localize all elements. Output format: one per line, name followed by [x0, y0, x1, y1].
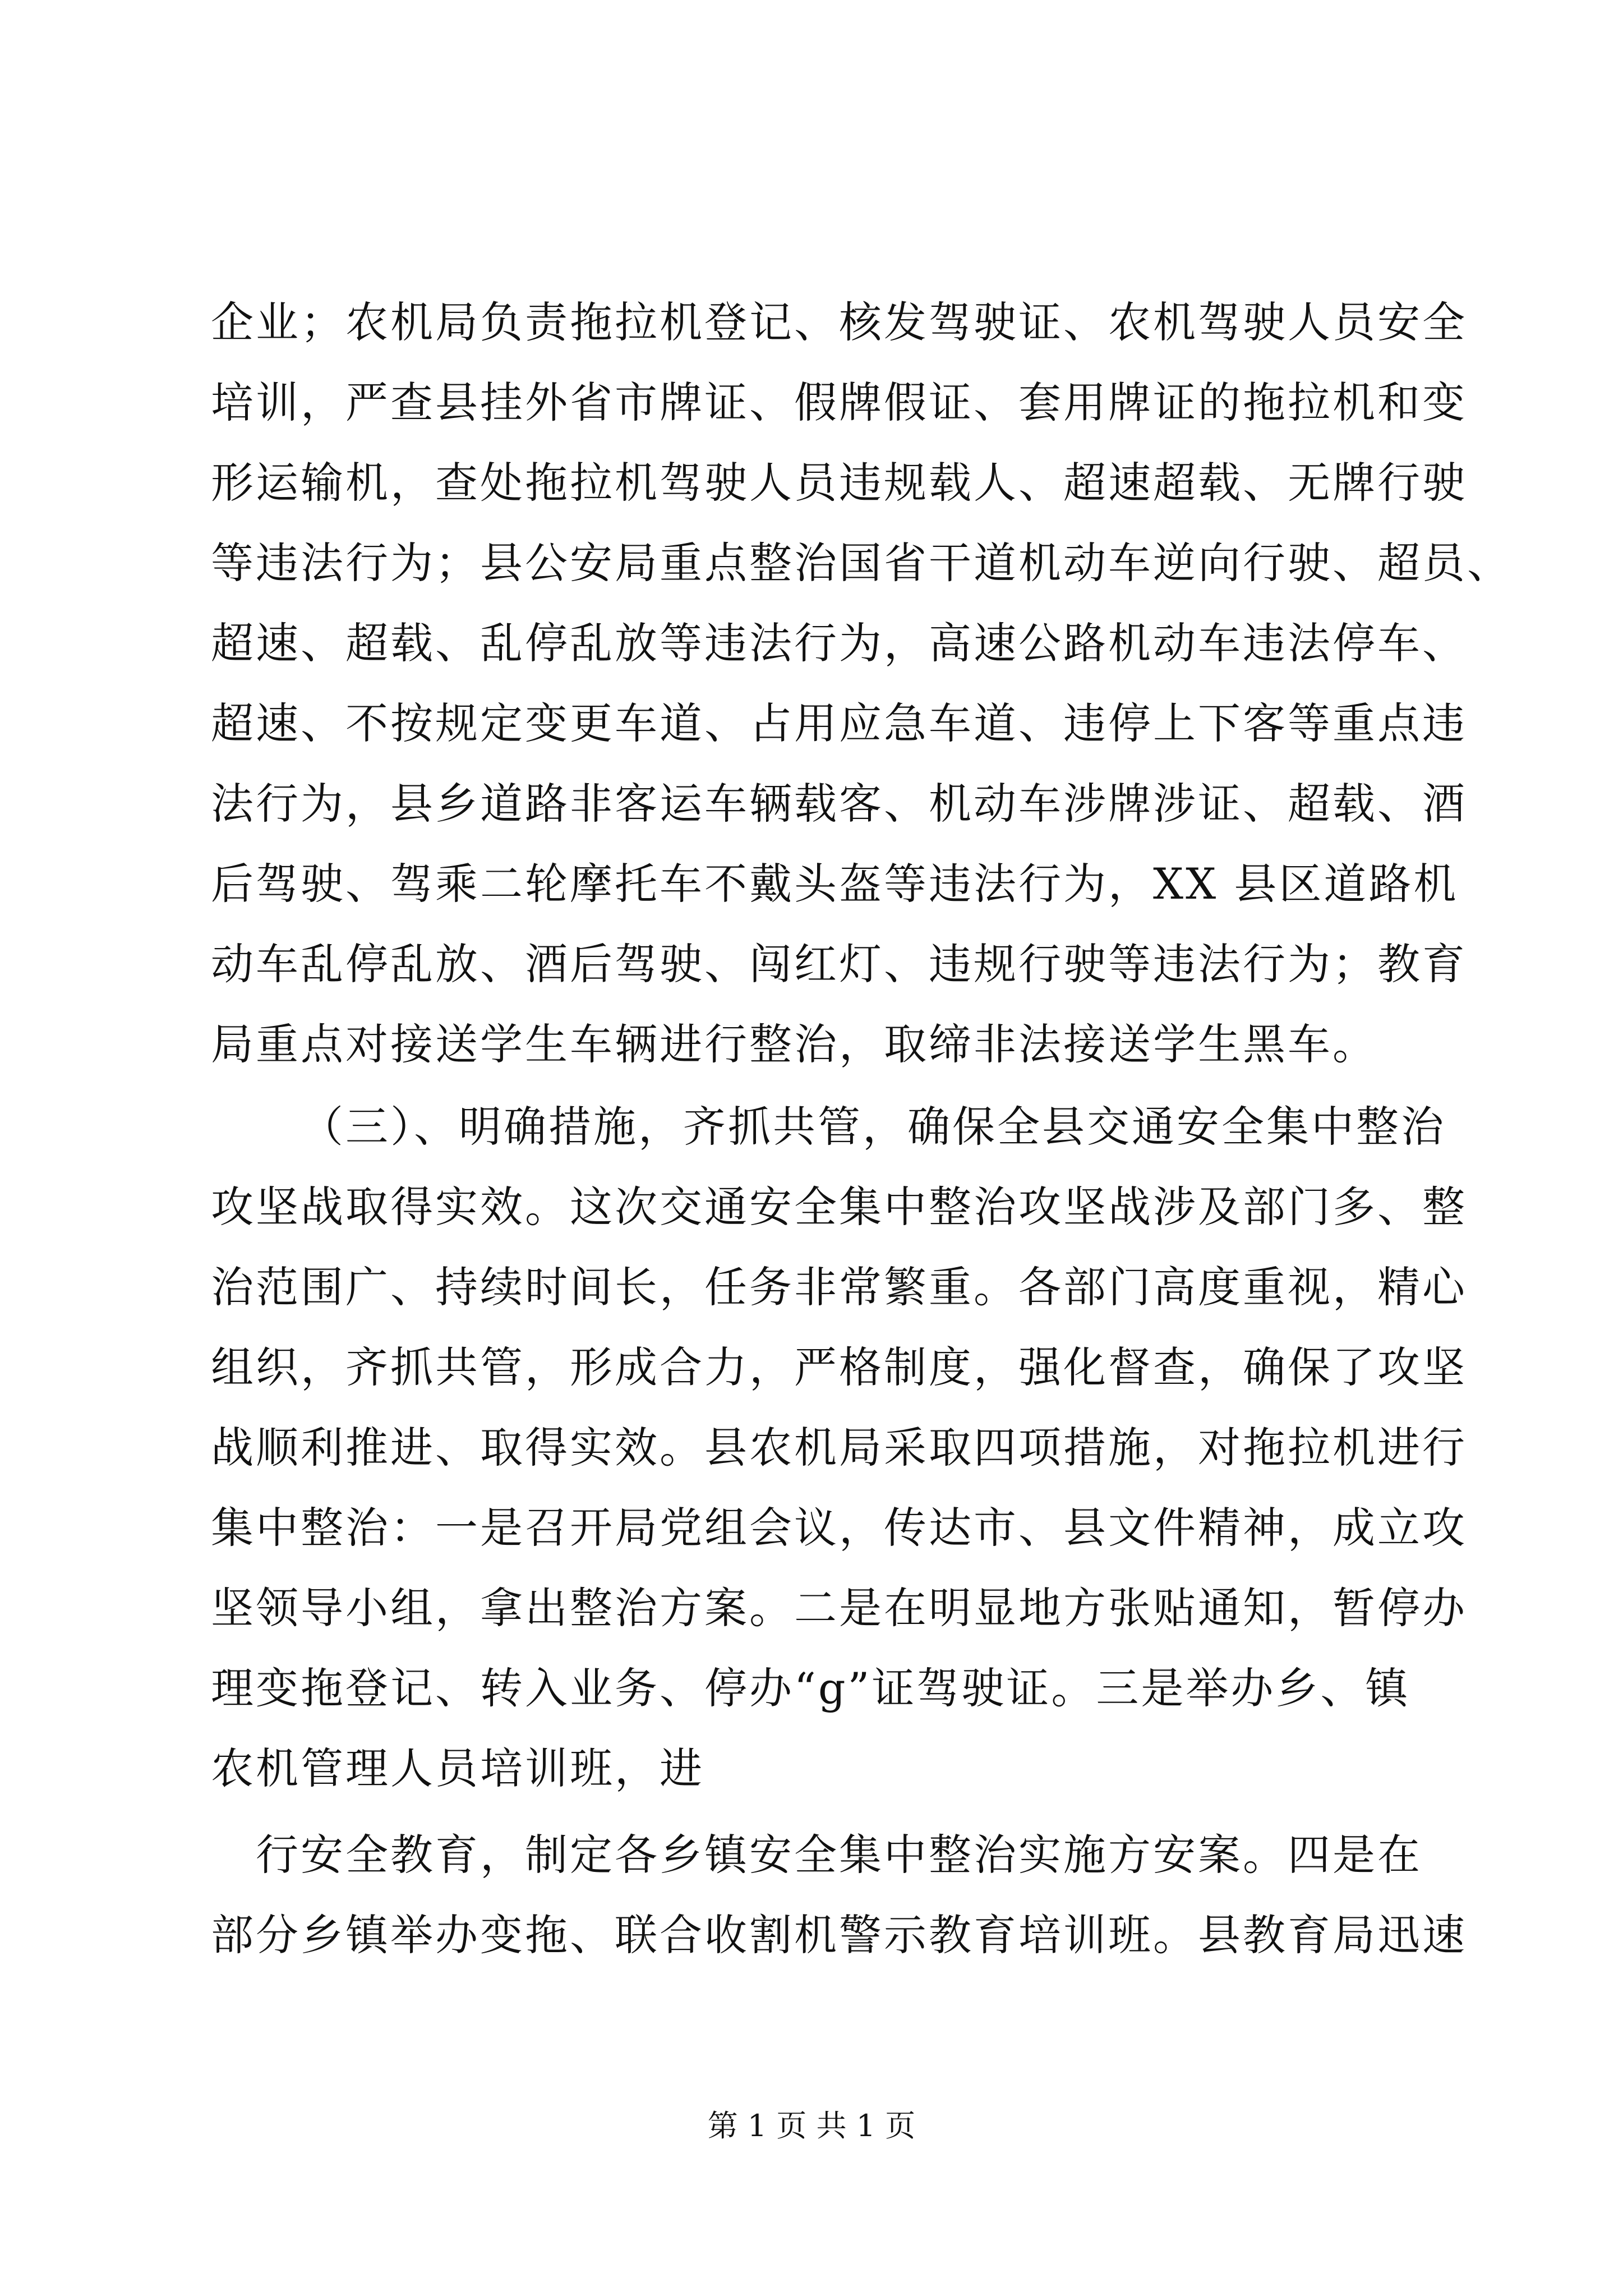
- text-line: 理变拖登记、转入业务、停办“g”证驾驶证。三是举办乡、镇: [211, 1663, 1410, 1713]
- text-line: 培训，严查县挂外省市牌证、假牌假证、套用牌证的拖拉机和变: [211, 378, 1467, 427]
- text-line-indented: （三）、明确措施，齐抓共管，确保全县交通安全集中整治: [301, 1102, 1446, 1152]
- text-line: 部分乡镇举办变拖、联合收割机警示教育培训班。县教育局迅速: [211, 1910, 1467, 1960]
- text-line: 组织，齐抓共管，形成合力，严格制度，强化督查，确保了攻坚: [211, 1342, 1467, 1392]
- text-line: 企业；农机局负责拖拉机登记、核发驾驶证、农机驾驶人员安全: [211, 297, 1467, 347]
- text-line: 攻坚战取得实效。这次交通安全集中整治攻坚战涉及部门多、整: [211, 1182, 1467, 1232]
- text-line: 战顺利推进、取得实效。县农机局采取四项措施，对拖拉机进行: [211, 1423, 1467, 1473]
- text-line: 法行为，县乡道路非客运车辆载客、机动车涉牌涉证、超载、酒: [211, 779, 1467, 829]
- text-line: 坚领导小组，拿出整治方案。二是在明显地方张贴通知，暂停办: [211, 1583, 1467, 1633]
- text-line: 超速、不按规定变更车道、占用应急车道、违停上下客等重点违: [211, 698, 1467, 748]
- text-line-indented: 行安全教育，制定各乡镇安全集中整治实施方安案。四是在: [256, 1830, 1422, 1880]
- text-line: 局重点对接送学生车辆进行整治，取缔非法接送学生黑车。: [211, 1019, 1377, 1069]
- page-number-footer: 第 1 页 共 1 页: [707, 2108, 916, 2143]
- text-line: 等违法行为；县公安局重点整治国省干道机动车逆向行驶、超员、: [211, 538, 1512, 588]
- text-line: 集中整治：一是召开局党组会议，传达市、县文件精神，成立攻: [211, 1503, 1467, 1553]
- text-line: 后驾驶、驾乘二轮摩托车不戴头盔等违法行为，XX 县区道路机: [211, 859, 1459, 909]
- text-line: 形运输机，查处拖拉机驾驶人员违规载人、超速超载、无牌行驶: [211, 458, 1467, 508]
- text-line: 动车乱停乱放、酒后驾驶、闯红灯、违规行驶等违法行为；教育: [211, 939, 1467, 989]
- text-line: 超速、超载、乱停乱放等违法行为，高速公路机动车违法停车、: [211, 618, 1467, 668]
- text-line: 治范围广、持续时间长，任务非常繁重。各部门高度重视，精心: [211, 1262, 1467, 1312]
- text-line: 农机管理人员培训班，进: [211, 1743, 704, 1793]
